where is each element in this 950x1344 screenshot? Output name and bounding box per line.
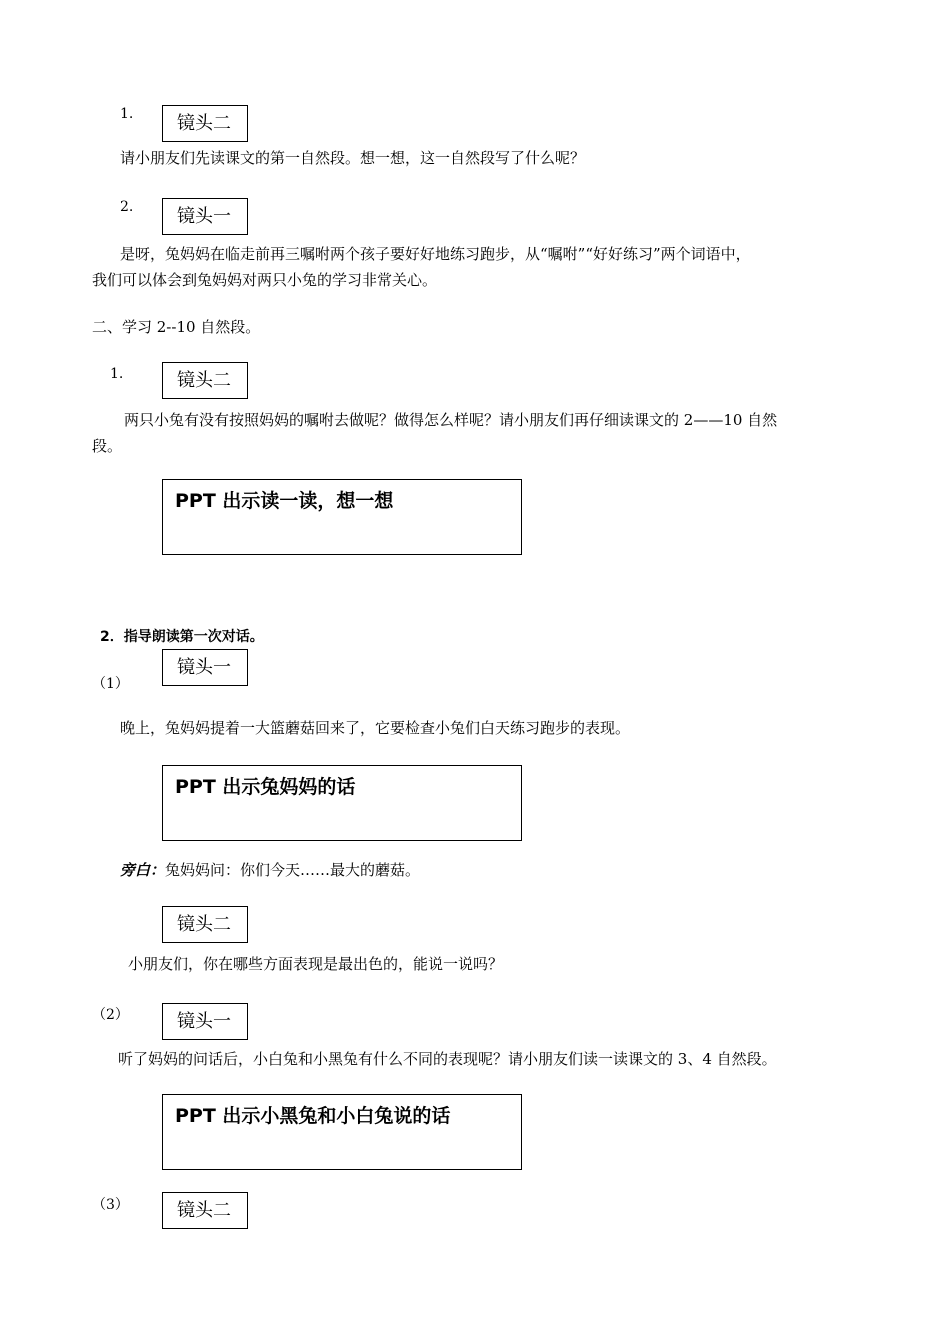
- shot-label-box: 镜头一: [162, 1003, 248, 1040]
- sub-number: （1）: [92, 676, 129, 692]
- narration-line: [120, 858, 420, 883]
- paragraph: 晚上，兔妈妈提着一大篮蘑菇回来了，它要检查小兔们白天练习跑步的表现。: [120, 719, 631, 737]
- paragraph-continuation: 我们可以体会到兔妈妈对两只小兔的学习非常关心。: [92, 271, 438, 289]
- narration-label: 旁白：: [120, 861, 166, 879]
- subsection-heading: 2．指导朗读第一次对话。: [100, 629, 264, 645]
- ppt-display-box: PPT 出示读一读，想一想: [162, 479, 522, 555]
- paragraph: 两只小兔有没有按照妈妈的嘱咐去做呢？做得怎么样呢？请小朋友们再仔细读课文的 2——10 自然: [124, 411, 778, 429]
- paragraph: 请小朋友们先读课文的第一自然段。想一想，这一自然段写了什么呢？: [120, 149, 586, 167]
- list-number: 1.: [120, 106, 134, 122]
- ppt-display-box: PPT 出示小黑兔和小白兔说的话: [162, 1094, 522, 1170]
- paragraph-continuation: 段。: [92, 437, 123, 455]
- paragraph: 小朋友们，你在哪些方面表现是最出色的，能说一说吗？: [128, 955, 504, 973]
- shot-label-box: 镜头一: [162, 198, 248, 235]
- paragraph: 听了妈妈的问话后，小白兔和小黑兔有什么不同的表现呢？请小朋友们读一读课文的 3、4 自然段。: [118, 1050, 777, 1068]
- shot-label-box: 镜头二: [162, 906, 248, 943]
- shot-label-box: 镜头二: [162, 1192, 248, 1229]
- shot-label-box: 镜头一: [162, 649, 248, 686]
- shot-label-box: 镜头二: [162, 362, 248, 399]
- ppt-display-box: PPT 出示兔妈妈的话: [162, 765, 522, 841]
- sub-number: （2）: [92, 1007, 129, 1023]
- shot-label-box: 镜头二: [162, 105, 248, 142]
- narration-text: 兔妈妈问：你们今天……最大的蘑菇。: [165, 861, 421, 879]
- paragraph: 是呀，兔妈妈在临走前再三嘱咐两个孩子要好好地练习跑步，从“嘱咐”“好好练习”两个词语中，: [120, 245, 751, 263]
- list-number: 2.: [120, 199, 134, 215]
- section-heading: 二、学习 2--10 自然段。: [92, 318, 261, 336]
- sub-number: （3）: [92, 1197, 129, 1213]
- list-number: 1.: [110, 366, 124, 382]
